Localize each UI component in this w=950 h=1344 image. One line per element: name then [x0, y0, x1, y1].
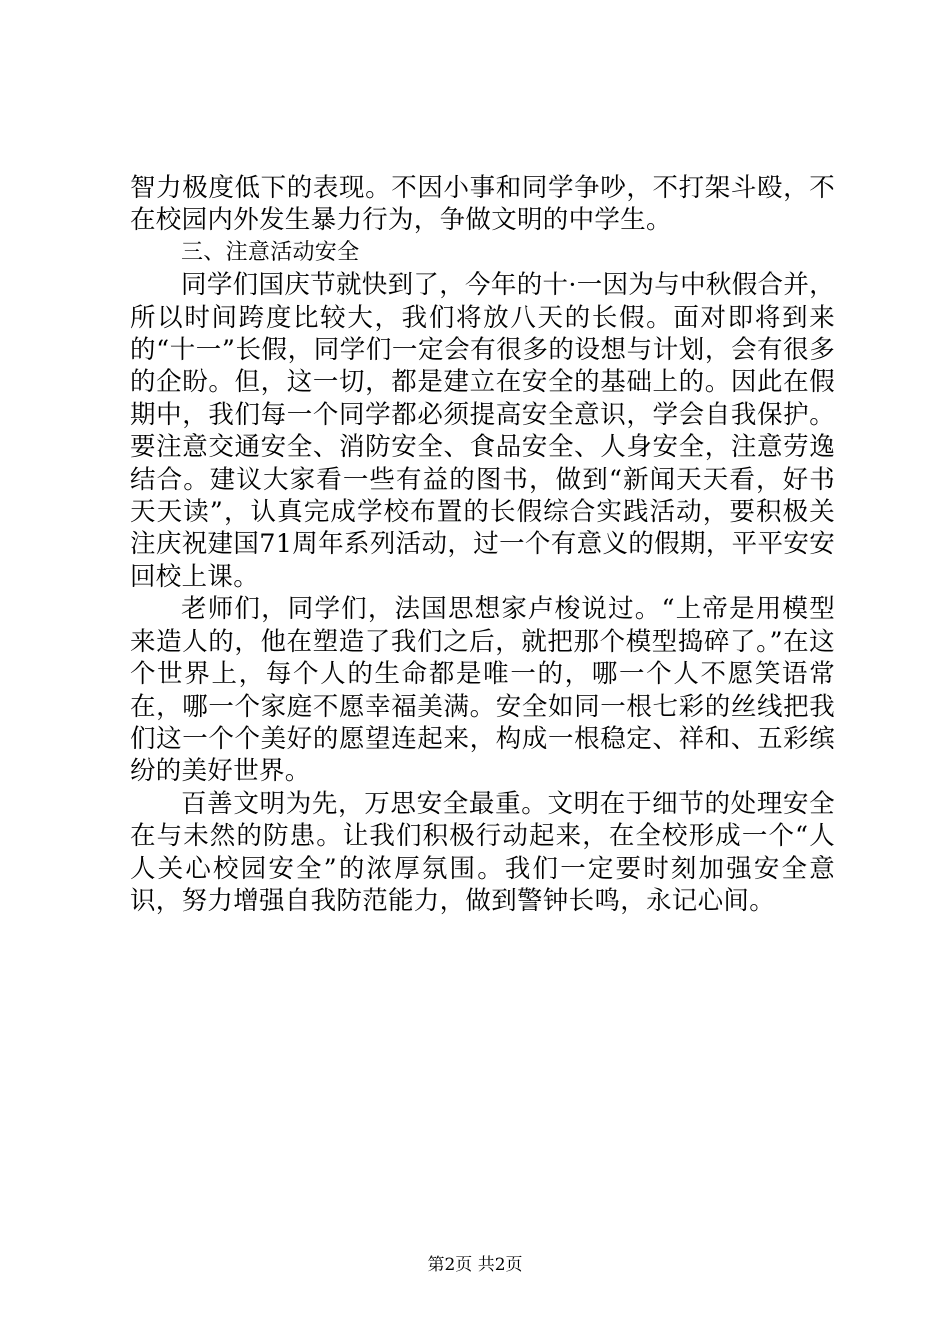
document-body [130, 172, 835, 917]
paragraph-rousseau-quote: 老师们，同学们，法国思想家卢梭说过。“上帝是用模型来造人的，他在塑造了我们之后，就把那个模型捣碎了。”在这个世界上，每个人的生命都是唯一的，哪一个人不愿笑语常在，哪一个家庭不愿幸福美满。安全如同一根七彩的丝线把我们这一个个美好的愿望连起来，构成一根稳定、祥和、五彩缤纷的美好世界。 [130, 594, 835, 787]
paragraph-conclusion: 百善文明为先，万思安全最重。文明在于细节的处理安全在与未然的防患。让我们积极行动起来，在全校形成一个“人人关心校园安全”的浓厚氛围。我们一定要时刻加强安全意识，努力增强自我防范能力，做到警钟长鸣，永记心间。 [130, 788, 835, 916]
paragraph-holiday-safety: 同学们国庆节就快到了，今年的十·一因为与中秋假合并，所以时间跨度比较大，我们将放八天的长假。面对即将到来的“十一”长假，同学们一定会有很多的设想与计划，会有很多的企盼。但，这一切，都是建立在安全的基础上的。因此在假期中，我们每一个同学都必须提高安全意识，学会自我保护。要注意交通安全、消防安全、食品安全、人身安全，注意劳逸结合。建议大家看一些有益的图书，做到“新闻天天看，好书天天读”，认真完成学校布置的长假综合实践活动，要积极关注庆祝建国71周年系列活动，过一个有意义的假期，平平安安回校上课。 [130, 270, 835, 592]
paragraph-continuation: 智力极度低下的表现。不因小事和同学争吵，不打架斗殴，不在校园内外发生暴力行为，争做文明的中学生。 [130, 173, 835, 236]
section-heading: 三、注意活动安全 [181, 239, 360, 265]
page-footer: 第2页 共2页 [427, 1255, 523, 1275]
